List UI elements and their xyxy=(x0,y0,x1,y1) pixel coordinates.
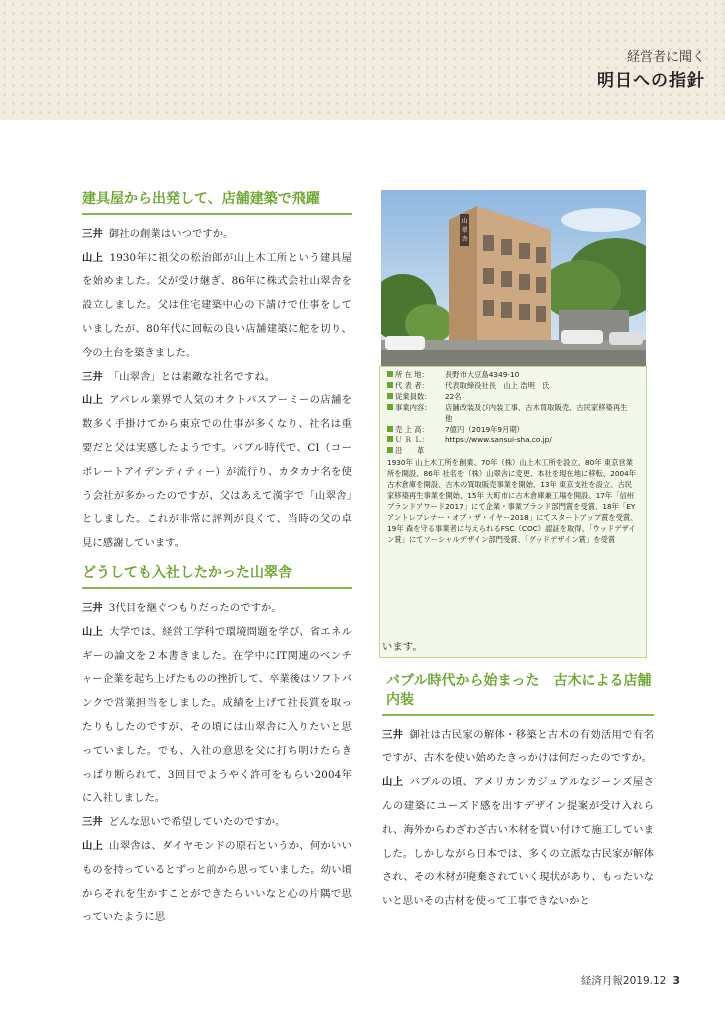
info-row xyxy=(387,370,639,381)
history-text: 1930年 山上木工所を創業、70年（株）山上木工所を設立、80年 東京営業所を開設、86年 社名を（株）山翠舎に変更、本社を現在地に移転、2004年 古木倉庫を開設、古木の買取販売事業を開始、13年 東京支社を設立、古民家移築再生事業を開始、15年 大町市に古木倉庫兼工場を開設、17年「信州ブランドアワード2017」にて企業・事業ブランド部門賞を受賞、18年「EYアントレプレナー・オブ・ザ・イヤー2018」にてスタートアップ賞を受賞、19年 森を守る事業者に与えられるFSC（COC）認証を取得、「ウッドデザイン賞」にてソーシャルデザイン部門受賞、「グッドデザイン賞」を受賞 xyxy=(387,458,638,544)
building-sign-char-3: 舎 xyxy=(461,236,468,243)
company-info-box xyxy=(379,366,647,658)
paragraph xyxy=(382,771,654,914)
info-label: 所 在 地： xyxy=(395,370,429,379)
bullet-square-icon xyxy=(387,436,393,442)
speaker-name: 三井 xyxy=(82,816,103,829)
paragraph-text: 大学では、経営工学科で環境問題を学び、省エネルギーの論文を２本書きました。在学中にIT関連のベンチャー企業を起ち上げたものの挫折して、卒業後はソフトバンクで営業担当をしました。成績を上げて社長賞を取ったりもしたのですが、その頃には山翠舎に入りたいと思っていました。でも、入社の意思を父に打ち明けたらきっぱり断られて、3回目でようやく許可をもらい2004年に入社しました。 xyxy=(82,625,352,805)
left-column xyxy=(82,190,352,930)
page-footer xyxy=(581,973,680,988)
page-number: 3 xyxy=(672,974,680,987)
building-sign-char-2: 翠 xyxy=(461,227,468,234)
info-row xyxy=(387,446,639,457)
speaker-name: 三井 xyxy=(382,728,404,741)
paragraph xyxy=(82,389,352,556)
speaker-name: 山上 xyxy=(82,251,104,264)
info-label: Ｕ Ｒ Ｌ： xyxy=(395,435,429,445)
speaker-name: 山上 xyxy=(82,839,104,852)
company-building-photo xyxy=(381,190,646,366)
info-value: 22名 xyxy=(445,391,462,401)
bullet-square-icon xyxy=(387,382,393,388)
paragraph-text: 御社は古民家の解体・移築と古木の有効活用で有名ですが、古木を使い始めたきっかけは何だったのですか。 xyxy=(382,728,654,765)
info-row xyxy=(387,392,639,403)
info-row xyxy=(387,381,639,392)
info-label: 代 表 者： xyxy=(395,380,429,390)
info-row xyxy=(387,435,639,446)
header-band xyxy=(0,0,725,120)
paragraph-text: 山翠舎は、ダイヤモンドの原石というか、何かいいものを持っているとずっと前から思っていました。幼い頃からそれを生かすことができたらいいなと心の片隅で思っていたように思 xyxy=(82,839,353,924)
paragraph xyxy=(82,835,352,930)
speaker-name: 山上 xyxy=(82,625,104,638)
paragraph xyxy=(382,724,654,772)
speaker-name: 山上 xyxy=(82,394,104,407)
bullet-square-icon xyxy=(387,447,393,453)
bullet-square-icon xyxy=(387,371,393,377)
info-value: 長野市大豆島4349-10 xyxy=(445,370,520,379)
bullet-square-icon xyxy=(387,404,393,410)
company-url-link[interactable]: https://www.sansui-sha.co.jp/ xyxy=(445,435,552,445)
paragraph-text: 御社の創業はいつですか。 xyxy=(108,227,234,240)
paragraph-text: バブルの頃、アメリカンカジュアルなジーンズ屋さんの建築にユーズド感を出すデザイン提案が受け入れられ、海外からわざわざ古い木材を買い付けて施工していました。しかしながら日本では、多くの立派な古民家が解体され、その木材が廃棄されていく現状があり、もったいないと思いその古材を使って工事できないかと xyxy=(382,776,654,908)
paragraph xyxy=(82,247,352,366)
speaker-name: 山上 xyxy=(382,776,404,789)
info-label: 沿 革 xyxy=(395,446,425,456)
section-heading-3: バブル時代から始まった 古木による店舗内装 xyxy=(382,672,654,716)
paragraph-text: 1930年に祖父の松治郎が山上木工所という建具屋を始めました。父が受け継ぎ、86年に株式会社山翠舎を設立しました。父は住宅建築中心の下請けで仕事をしていましたが、80年代に回転の良い店舗建築に舵を切り、今の土台を築きました。 xyxy=(82,251,353,359)
section-heading-2: どうしても入社したかった山翠舎 xyxy=(82,564,352,589)
paragraph-continued: います。 xyxy=(382,641,423,653)
right-column xyxy=(382,636,654,914)
info-value: 店舗改装及び内装工事、古木買取販売、古民家移築再生 他 xyxy=(445,402,635,423)
paragraph xyxy=(82,621,352,811)
info-value xyxy=(445,446,639,457)
section-heading-1: 建具屋から出発して、店舗建築で飛躍 xyxy=(82,190,352,215)
speaker-name: 三井 xyxy=(82,601,103,614)
speaker-name: 三井 xyxy=(82,227,103,240)
paragraph-text: 3代目を継ぐつもりだったのですか。 xyxy=(108,601,282,614)
info-label: 売 上 高： xyxy=(395,424,429,434)
paragraph-text: どんな思いで希望していたのですか。 xyxy=(108,816,286,829)
info-label: 事業内容： xyxy=(395,402,432,412)
info-row xyxy=(387,425,639,436)
paragraph xyxy=(82,811,352,835)
paragraph xyxy=(82,223,352,247)
info-value: 代表取締役社長 山上 浩明 氏 xyxy=(445,380,550,390)
paragraph-text: アパレル業界で人気のオクトパスアーミーの店舗を数多く手掛けてから東京での仕事が多くなり、社名は重要だと父は実感したようです。バブル時代で、CI（コーポレートアイデンティティー）が流行り、カタカナ名を使う会社が多かったのですが、父はあえて漢字で「山翠舎」としました。これが非常に評判が良くて、当時の父の卓見に感謝しています。 xyxy=(82,394,353,550)
header-subtitle: 経営者に聞く xyxy=(626,50,705,65)
magazine-issue: 経済月報2019.12 xyxy=(580,975,667,987)
info-value: 7億円（2019年9月期） xyxy=(445,424,524,434)
building-sign-char-1: 山 xyxy=(461,218,468,225)
info-row xyxy=(387,403,639,425)
header-title: 明日への指針 xyxy=(597,71,705,91)
speaker-name: 三井 xyxy=(82,370,103,383)
paragraph xyxy=(82,597,352,621)
info-label: 従業員数： xyxy=(395,391,432,401)
paragraph-text: 「山翠舎」とは素敵な社名ですね。 xyxy=(108,370,276,383)
bullet-square-icon xyxy=(387,393,393,399)
bullet-square-icon xyxy=(387,426,393,432)
paragraph xyxy=(82,366,352,390)
